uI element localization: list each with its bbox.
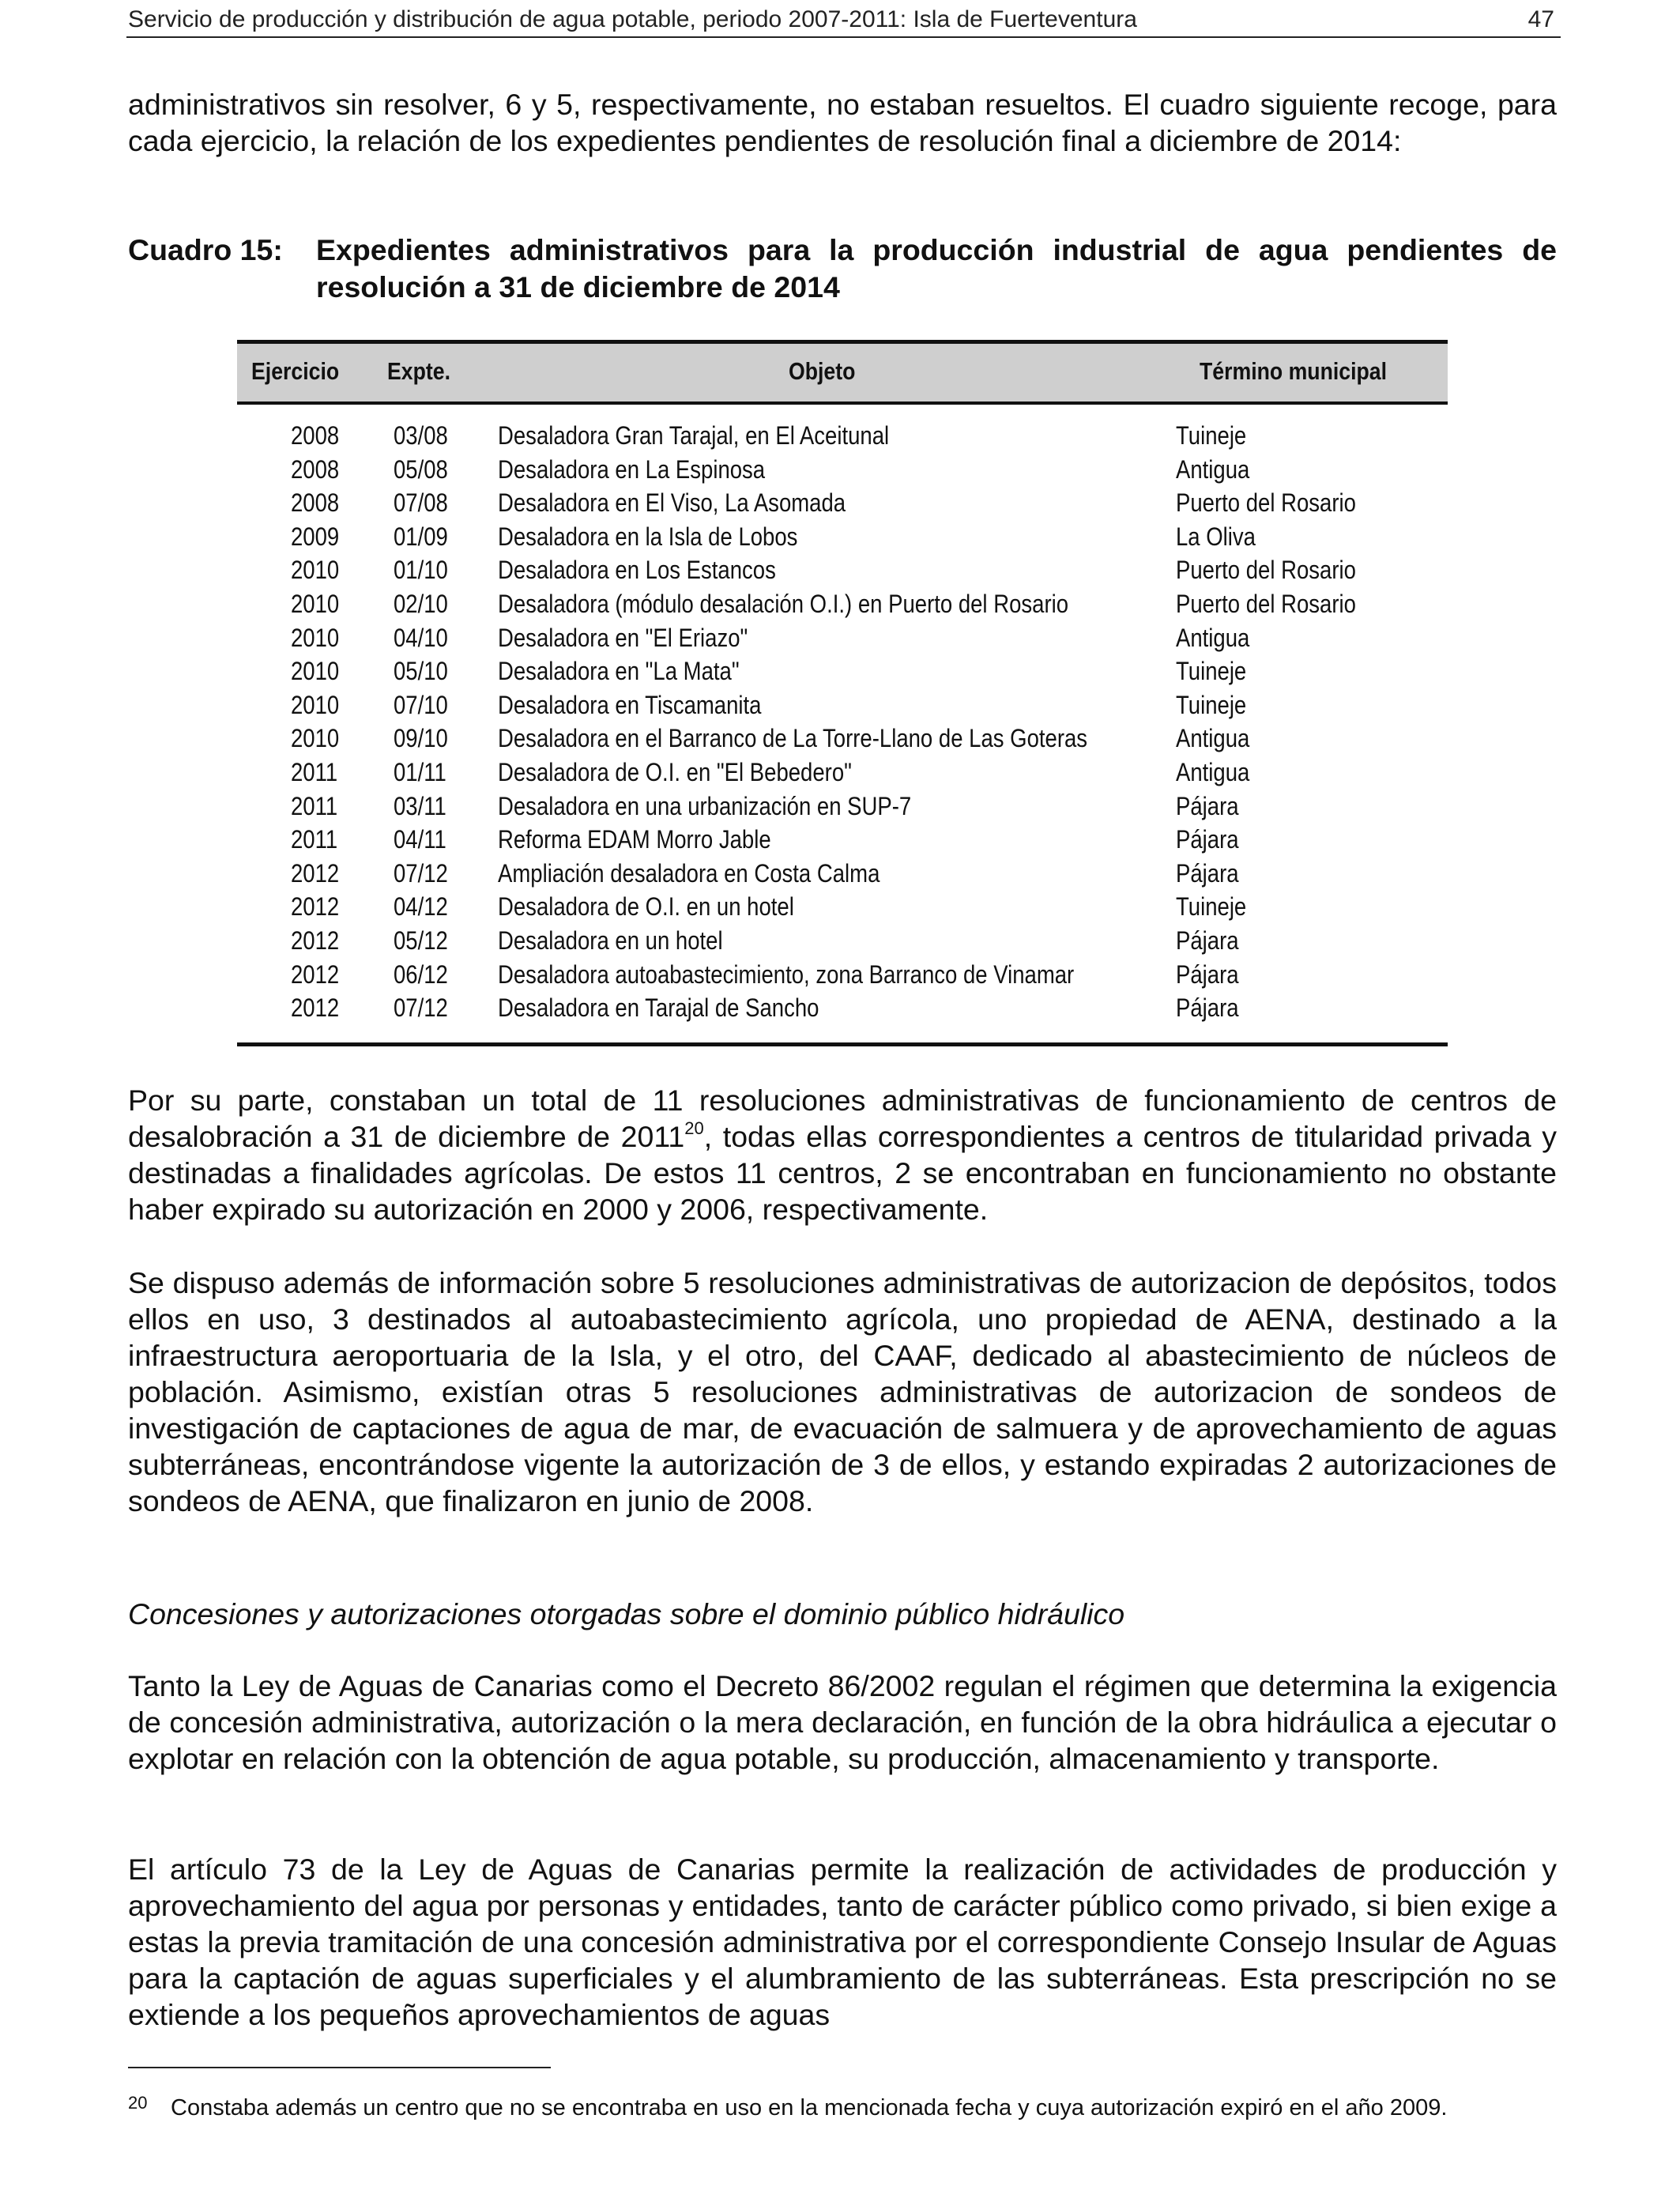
cell-ejercicio: 2010	[291, 556, 340, 585]
cell-termino-municipal: Antigua	[1176, 757, 1250, 786]
paragraph-articulo-73: El artículo 73 de la Ley de Aguas de Canarias permite la realización de actividades de producción y aprovechamiento del agua por personas y entidades, tanto de carácter público como privado, si bien exige a estas la previa tramitación de una concesión administrativa por el correspondiente Consejo Insular de Aguas para la captación de aguas superficiales y el alumbramiento de las subterráneas. Esta prescripción no se extiende a los pequeños aprovechamientos de aguas	[128, 1853, 1557, 2031]
table-row	[237, 553, 1448, 587]
column-header-objeto: Objeto	[789, 357, 856, 385]
cell-termino-municipal: Tuineje	[1176, 657, 1247, 686]
cell-ejercicio: 2012	[291, 959, 340, 989]
cell-expte: 05/08	[394, 454, 448, 484]
cell-ejercicio: 2012	[291, 993, 340, 1023]
cell-expte: 06/12	[394, 959, 448, 989]
cell-termino-municipal: Antigua	[1176, 724, 1250, 753]
paragraph-depositos: Se dispuso además de información sobre 5 resoluciones administrativas de autorizacion de depósitos, todos ellos en uso, 3 destinados al autoabastecimiento agrícola, uno propiedad de AENA, destinado a la infraestructura aeroportuaria de la Isla, y el otro, del CAAF, dedicado al abastecimiento de núcleos de población. Asimismo, existían otras 5 resoluciones administrativas de autorizacion de sondeos de investigación de captaciones de agua de mar, de evacuación de salmuera y de aprovechamiento de aguas subterráneas, encontrándose vigente la autorización de 3 de ellos, y estando expiradas 2 autorizaciones de sondeos de AENA, que finalizaron en junio de 2008.	[128, 1266, 1557, 1517]
header-title: Servicio de producción y distribución de agua potable, periodo 2007-2011: Isla de Fuerteventura	[128, 6, 1137, 32]
table-row	[237, 991, 1448, 1025]
cell-termino-municipal: Puerto del Rosario	[1176, 556, 1356, 585]
cell-termino-municipal: Pájara	[1176, 791, 1239, 820]
cell-ejercicio: 2008	[291, 421, 340, 450]
cell-ejercicio: 2012	[291, 925, 340, 955]
cell-ejercicio: 2011	[291, 791, 338, 820]
cell-expte: 04/11	[394, 825, 446, 854]
cell-ejercicio: 2010	[291, 657, 340, 686]
cell-expte: 05/10	[394, 657, 448, 686]
cell-termino-municipal: Puerto del Rosario	[1176, 488, 1356, 518]
table-row	[237, 688, 1448, 722]
footnote	[128, 2093, 1557, 2123]
table-caption	[128, 232, 1557, 306]
cell-objeto: Ampliación desaladora en Costa Calma	[498, 858, 880, 888]
cell-ejercicio: 2012	[291, 858, 340, 888]
cell-ejercicio: 2011	[291, 757, 338, 786]
cell-ejercicio: 2009	[291, 522, 340, 551]
cell-objeto: Desaladora en Tarajal de Sancho	[498, 993, 819, 1023]
table-row	[237, 890, 1448, 924]
cell-ejercicio: 2008	[291, 454, 340, 484]
table-row	[237, 756, 1448, 790]
paragraph-intro: administrativos sin resolver, 6 y 5, respectivamente, no estaban resueltos. El cuadro siguiente recoge, para cada ejercicio, la relación de los expedientes pendientes de resolución final a diciembre de 2014:	[128, 88, 1557, 157]
cell-termino-municipal: Tuineje	[1176, 421, 1247, 450]
cell-expte: 05/12	[394, 925, 448, 955]
paragraph-ley-aguas: Tanto la Ley de Aguas de Canarias como el Decreto 86/2002 regulan el régimen que determina la exigencia de concesión administrativa, autorización o la mera declaración, en función de la obra hidráulica a ejecutar o explotar en relación con la obtención de agua potable, su producción, almacenamiento y transporte.	[128, 1669, 1557, 1775]
table-row	[237, 823, 1448, 857]
cell-objeto: Desaladora en El Viso, La Asomada	[498, 488, 846, 518]
cell-termino-municipal: Pájara	[1176, 925, 1239, 955]
table-row	[237, 453, 1448, 487]
table-row	[237, 722, 1448, 756]
running-header	[126, 5, 1561, 38]
cell-ejercicio: 2010	[291, 589, 340, 618]
table-body	[237, 419, 1448, 1025]
cell-objeto: Desaladora en el Barranco de La Torre-Llano de Las Goteras	[498, 724, 1088, 753]
cell-expte: 07/12	[394, 993, 448, 1023]
cell-objeto: Desaladora en "El Eriazo"	[498, 623, 748, 652]
cell-expte: 04/12	[394, 892, 448, 922]
column-header-ejercicio: Ejercicio	[251, 357, 340, 385]
cell-expte: 09/10	[394, 724, 448, 753]
footnote-separator	[128, 2067, 551, 2068]
cell-objeto: Desaladora autoabastecimiento, zona Barranco de Vinamar	[498, 959, 1075, 989]
table-row	[237, 958, 1448, 992]
cell-termino-municipal: Pájara	[1176, 825, 1239, 854]
cell-expte: 01/11	[394, 757, 446, 786]
table-row	[237, 486, 1448, 520]
column-header-termino-municipal: Término municipal	[1200, 357, 1388, 385]
cell-expte: 02/10	[394, 589, 448, 618]
footnote-reference: 20	[684, 1118, 704, 1138]
cell-objeto: Desaladora en Tiscamanita	[498, 690, 762, 719]
cell-objeto: Reforma EDAM Morro Jable	[498, 825, 771, 854]
cell-objeto: Desaladora en Los Estancos	[498, 556, 776, 585]
cell-objeto: Desaladora en "La Mata"	[498, 657, 740, 686]
table-row	[237, 857, 1448, 891]
table-row	[237, 587, 1448, 621]
cell-objeto: Desaladora (módulo desalación O.I.) en Puerto del Rosario	[498, 589, 1069, 618]
table-row	[237, 621, 1448, 655]
table-row	[237, 790, 1448, 824]
cell-objeto: Desaladora en la Isla de Lobos	[498, 522, 798, 551]
table-row	[237, 419, 1448, 453]
cell-termino-municipal: Tuineje	[1176, 892, 1247, 922]
cell-expte: 01/10	[394, 556, 448, 585]
cell-ejercicio: 2011	[291, 825, 338, 854]
cell-termino-municipal: Tuineje	[1176, 690, 1247, 719]
cell-ejercicio: 2010	[291, 623, 340, 652]
cell-objeto: Desaladora en un hotel	[498, 925, 723, 955]
cell-expte: 07/12	[394, 858, 448, 888]
cell-termino-municipal: Antigua	[1176, 623, 1250, 652]
caption-text: Expedientes administrativos para la producción industrial de agua pendientes de resolución a 31 de diciembre de 2014	[316, 233, 1557, 303]
cell-objeto: Desaladora Gran Tarajal, en El Aceitunal	[498, 421, 890, 450]
cell-expte: 03/11	[394, 791, 446, 820]
cell-objeto: Desaladora en La Espinosa	[498, 454, 766, 484]
paragraph-resoluciones: Por su parte, constaban un total de 11 resoluciones administrativas de funcionamiento de centros de desalobración a 31 de diciembre de 2011$^{20}$, todas ellas correspondientes a centros de titularidad privada y destinadas a finalidades agrícolas. De estos 11 centros, 2 se encontraban en funcionamiento no obstante haber expirado su autorización en 2000 y 2006, respectivamente.	[128, 1084, 1557, 1226]
column-header-expte: Expte.	[387, 357, 451, 385]
cell-termino-municipal: Antigua	[1176, 454, 1250, 484]
cell-ejercicio: 2012	[291, 892, 340, 922]
table-row	[237, 520, 1448, 554]
cell-objeto: Desaladora de O.I. en "El Bebedero"	[498, 757, 852, 786]
cell-expte: 07/08	[394, 488, 448, 518]
cell-termino-municipal: Puerto del Rosario	[1176, 589, 1356, 618]
section-subheading: Concesiones y autorizaciones otorgadas sobre el dominio público hidráulico	[128, 1597, 1125, 1630]
caption-label: Cuadro 15:	[128, 233, 283, 266]
table-bottom-rule	[237, 1042, 1448, 1046]
cell-expte: 04/10	[394, 623, 448, 652]
cell-termino-municipal: Pájara	[1176, 959, 1239, 989]
table-row	[237, 654, 1448, 688]
cell-objeto: Desaladora en una urbanización en SUP-7	[498, 791, 912, 820]
table-row	[237, 924, 1448, 958]
cell-expte: 03/08	[394, 421, 448, 450]
cell-termino-municipal: Pájara	[1176, 993, 1239, 1023]
cell-objeto: Desaladora de O.I. en un hotel	[498, 892, 794, 922]
cell-expte: 01/09	[394, 522, 448, 551]
footnote-text: Constaba además un centro que no se encontraba en uso en la mencionada fecha y cuya autorización expiró en el año 2009.	[171, 2095, 1448, 2120]
cell-expte: 07/10	[394, 690, 448, 719]
cell-ejercicio: 2010	[291, 690, 340, 719]
footnote-mark: 20	[128, 2093, 148, 2113]
cell-termino-municipal: La Oliva	[1176, 522, 1256, 551]
cell-termino-municipal: Pájara	[1176, 858, 1239, 888]
cell-ejercicio: 2010	[291, 724, 340, 753]
page-number: 47	[1527, 6, 1554, 32]
expedientes-table	[237, 340, 1448, 1046]
cell-ejercicio: 2008	[291, 488, 340, 518]
